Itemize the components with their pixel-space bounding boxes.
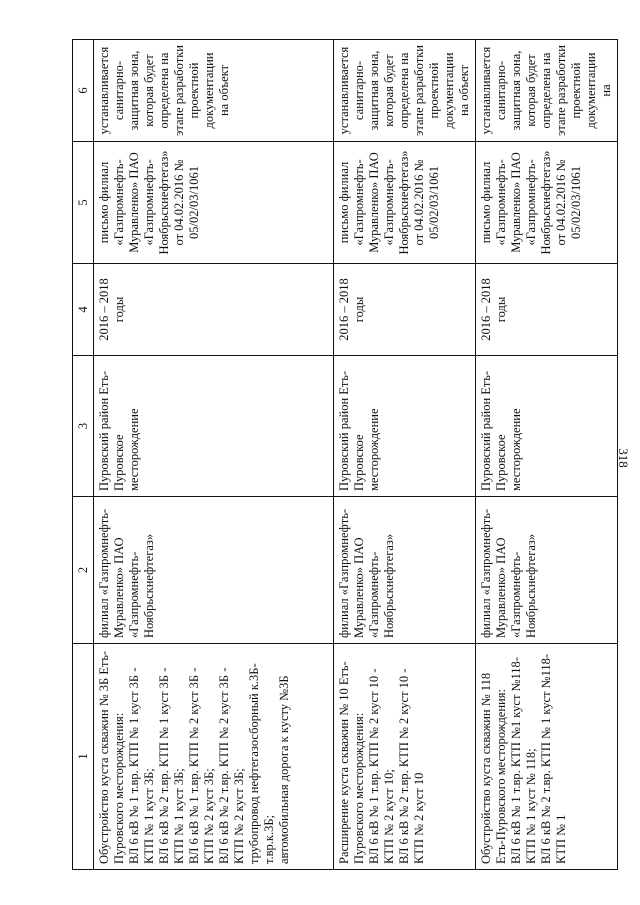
source-cell: письмо филиал «Газпромнефть-Муравленко» ПАО «Газпромнефть-Ноябрьскнефтегаз» от 04.02.2016 № 05/02/03/1061	[476, 142, 618, 264]
operator-cell: филиал «Газпромнефть-Муравленко» ПАО «Газпромнефть-Ноябрьскнефтегаз»	[94, 497, 334, 644]
operator-cell: филиал «Газпромнефть-Муравленко» ПАО «Газпромнефть-Ноябрьскнефтегаз»	[476, 497, 618, 644]
col-number-4: 4	[73, 264, 94, 356]
zone-cell: устанавливается санитарно-защитная зона, которая будет определена на этапе разработки проектной документации на объект	[94, 40, 334, 142]
object-cell: Расширение куста скважин № 10 Етъ-Пуровского месторождения: ВЛ 6 кВ № 1 т.вр. КТП № 2 куст 10 - КТП № 2 куст 10; ВЛ 6 кВ № 2 т.вр. КТП № 2 куст 10 - КТП № 2 куст 10	[334, 644, 476, 870]
source-cell: письмо филиал «Газпромнефть-Муравленко» ПАО «Газпромнефть-Ноябрьскнефтегаз» от 04.02.2016 № 05/02/03/1061	[94, 142, 334, 264]
period-cell: 2016 – 2018 годы	[94, 264, 334, 356]
table-row	[94, 40, 334, 870]
table-row	[334, 40, 476, 870]
col-number-1: 1	[73, 644, 94, 870]
operator-cell: филиал «Газпромнефть-Муравленко» ПАО «Газпромнефть-Ноябрьскнефтегаз»	[334, 497, 476, 644]
period-cell: 2016 – 2018 годы	[334, 264, 476, 356]
objects-table	[72, 39, 618, 870]
col-number-6: 6	[73, 40, 94, 142]
zone-cell: устанавливается санитарно-защитная зона, которая будет определена на этапе разработки проектной документации на объект	[334, 40, 476, 142]
object-cell: Обустройство куста скважин № 118 Етъ-Пуровского месторождения: ВЛ 6 кВ № 1 т.вр. КТП №1 куст №118- КТП № 1 куст № 118; ВЛ 6 кВ № 2 т.вр. КТП № 1 куст №118- КТП № 1	[476, 644, 618, 870]
col-number-3: 3	[73, 356, 94, 497]
header-row	[73, 40, 94, 870]
page-number: 318	[616, 448, 631, 468]
location-cell: Пуровский район Етъ-Пуровское месторождение	[334, 356, 476, 497]
location-cell: Пуровский район Етъ-Пуровское месторождение	[94, 356, 334, 497]
source-cell: письмо филиал «Газпромнефть-Муравленко» ПАО «Газпромнефть-Ноябрьскнефтегаз» от 04.02.2016 № 05/02/03/1061	[334, 142, 476, 264]
object-cell: Обустройство куста скважин № 3Б Етъ-Пуровского месторождения: ВЛ 6 кВ № 1 т.вр. КТП № 1 куст 3Б - КТП № 1 куст 3Б; ВЛ 6 кВ № 2 т.вр. КТП № 1 куст 3Б - КТП № 1 куст 3Б; ВЛ 6 кВ № 1 т.вр. КТП № 2 куст 3Б - КТП № 2 куст 3Б; ВЛ 6 кВ № 2 т.вр. КТП № 2 куст 3Б - КТП № 2 куст 3Б; трубопровод нефтегазосборный к.3Б-т.вр.к.3Б; автомобильная дорога к кусту №3Б	[94, 644, 334, 870]
table-row	[476, 40, 618, 870]
period-cell: 2016 – 2018 годы	[476, 264, 618, 356]
col-number-5: 5	[73, 142, 94, 264]
zone-cell: устанавливается санитарно-защитная зона, которая будет определена на этапе разработки проектной документации на	[476, 40, 618, 142]
rotated-table-container	[72, 40, 613, 870]
col-number-2: 2	[73, 497, 94, 644]
location-cell: Пуровский район Етъ-Пуровское месторождение	[476, 356, 618, 497]
